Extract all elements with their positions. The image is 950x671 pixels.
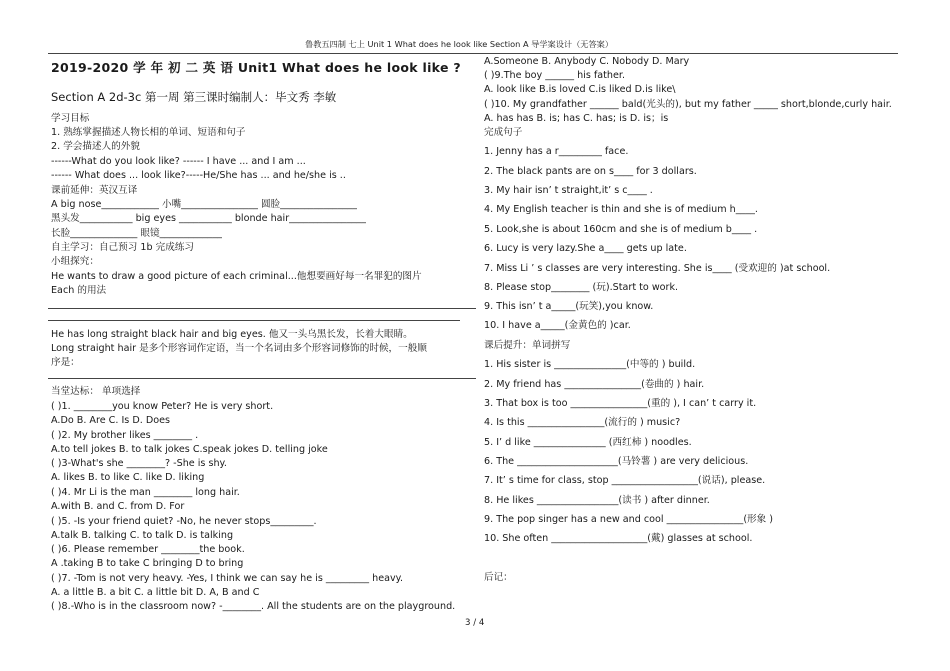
right-line: 8. Please stop________ (玩).Start to work. bbox=[484, 282, 679, 293]
left-line: 长脸______________ 眼镜_____________ bbox=[51, 228, 222, 239]
left-line: A.with B. and C. from D. For bbox=[51, 501, 185, 512]
section-divider bbox=[48, 378, 476, 379]
right-line: 后记： bbox=[484, 572, 513, 583]
left-line: ( )5. -Is your friend quiet? -No, he never stops_________. bbox=[51, 516, 317, 527]
left-line: 课前延伸：英汉互译 bbox=[51, 185, 138, 196]
left-line: Each 的用法 bbox=[51, 285, 107, 296]
right-line: A. look like B.is loved C.is liked D.is like\ bbox=[484, 84, 676, 95]
left-line: 2. 学会描述人的外貌 bbox=[51, 141, 140, 152]
left-line: 自主学习：自己预习 1b 完成练习 bbox=[51, 242, 195, 253]
left-line: A big nose____________ 小嘴________________ 圆脸________________ bbox=[51, 199, 357, 210]
right-line: 7. Miss Li ’ s classes are very interesting. She is____ (受欢迎的 )at school. bbox=[484, 263, 831, 274]
right-line: 6. Lucy is very lazy.She a____ gets up late. bbox=[484, 243, 687, 254]
page-number: 3 / 4 bbox=[465, 618, 485, 628]
left-line: ------What do you look like? ------ I have ... and I am ... bbox=[51, 156, 306, 167]
left-line: 当堂达标： 单项选择 bbox=[51, 386, 141, 397]
left-line: He has long straight black hair and big eyes. 他又一头乌黑长发，长着大眼睛。 bbox=[51, 329, 413, 340]
right-line: 4. Is this ________________(流行的 ) music? bbox=[484, 417, 681, 428]
left-line: 1. 熟练掌握描述人物长相的单词、短语和句子 bbox=[51, 127, 246, 138]
right-line: 5. I’ d like _______________ (西红柿 ) noodles. bbox=[484, 437, 692, 448]
worksheet-title: 2019-2020 学 年 初 二 英 语 Unit1 What does he look like ? bbox=[51, 60, 461, 75]
section-divider bbox=[48, 320, 460, 321]
left-line: A .taking B to take C bringing D to bring bbox=[51, 558, 244, 569]
left-line: A.to tell jokes B. to talk jokes C.speak jokes D. telling joke bbox=[51, 444, 328, 455]
right-line: A.Someone B. Anybody C. Nobody D. Mary bbox=[484, 56, 690, 67]
left-line: 黑头发___________ big eyes ___________ blonde hair________________ bbox=[51, 213, 366, 224]
left-line: ( )4. Mr Li is the man ________ long hair. bbox=[51, 487, 240, 498]
right-line: 5. Look,she is about 160cm and she is of medium b____ . bbox=[484, 224, 758, 235]
right-line: 3. That box is too ________________(重的 ), I can’ t carry it. bbox=[484, 398, 757, 409]
left-line: 序是： bbox=[51, 357, 80, 368]
right-line: ( )10. My grandfather ______ bald(光头的), but my father _____ short,blonde,curly hair. bbox=[484, 99, 892, 110]
right-line: 7. It’ s time for class, stop __________________(说话), please. bbox=[484, 475, 766, 486]
left-line: A.talk B. talking C. to talk D. is talking bbox=[51, 530, 234, 541]
right-line: 2. The black pants are on s____ for 3 dollars. bbox=[484, 166, 697, 177]
worksheet-subtitle: Section A 2d-3c 第一周 第三课时编制人：毕文秀 李敏 bbox=[51, 90, 337, 104]
right-line: A. has has B. is; has C. has; is D. is；is bbox=[484, 113, 669, 124]
right-line: 8. He likes _________________(读书 ) after dinner. bbox=[484, 495, 710, 506]
right-line: 课后提升：单词拼写 bbox=[484, 340, 571, 351]
left-line: ( )6. Please remember ________the book. bbox=[51, 544, 245, 555]
left-line: Long straight hair 是多个形容词作定语，当一个名词由多个形容词修饰的时候，一般顺 bbox=[51, 343, 427, 354]
left-line: ------ What does ... look like?-----He/She has ... and he/she is .. bbox=[51, 170, 346, 181]
right-line: 9. This isn’ t a_____(玩笑),you know. bbox=[484, 301, 654, 312]
section-divider bbox=[48, 308, 476, 309]
left-line: He wants to draw a good picture of each criminal...他想要画好每一名罪犯的图片 bbox=[51, 271, 422, 282]
right-line: 1. Jenny has a r_________ face. bbox=[484, 146, 629, 157]
left-line: 小组探究： bbox=[51, 256, 99, 267]
left-line: 学习目标 bbox=[51, 113, 90, 124]
right-line: 完成句子 bbox=[484, 127, 523, 138]
right-line: ( )9.The boy ______ his father. bbox=[484, 70, 626, 81]
left-line: A.Do B. Are C. Is D. Does bbox=[51, 415, 170, 426]
left-line: ( )3-What's she ________? -She is shy. bbox=[51, 458, 227, 469]
right-line: 3. My hair isn’ t straight,it’ s c____ . bbox=[484, 185, 653, 196]
right-line: 10. She often ____________________(戴) glasses at school. bbox=[484, 533, 753, 544]
right-line: 6. The _____________________(马铃薯 ) are very delicious. bbox=[484, 456, 749, 467]
left-line: ( )7. -Tom is not very heavy. -Yes, I think we can say he is _________ heavy. bbox=[51, 573, 404, 584]
right-line: 2. My friend has ________________(卷曲的 ) hair. bbox=[484, 379, 705, 390]
left-line: ( )1. ________you know Peter? He is very short. bbox=[51, 401, 274, 412]
left-line: A. likes B. to like C. like D. liking bbox=[51, 472, 205, 483]
right-line: 10. I have a_____(金黄色的 )car. bbox=[484, 320, 631, 331]
left-line: A. a little B. a bit C. a little bit D. A, B and C bbox=[51, 587, 260, 598]
page-header: 鲁教五四制 七上 Unit 1 What does he look like Section A 导学案设计（无答案） bbox=[305, 39, 614, 49]
right-line: 4. My English teacher is thin and she is of medium h____. bbox=[484, 204, 758, 215]
left-line: ( )8.-Who is in the classroom now? -________. All the students are on the playground. bbox=[51, 601, 456, 612]
right-line: 9. The pop singer has a new and cool ________________(形象 ) bbox=[484, 514, 774, 525]
header-rule bbox=[48, 53, 898, 54]
left-line: ( )2. My brother likes ________ . bbox=[51, 430, 199, 441]
right-line: 1. His sister is _______________(中等的 ) build. bbox=[484, 359, 696, 370]
